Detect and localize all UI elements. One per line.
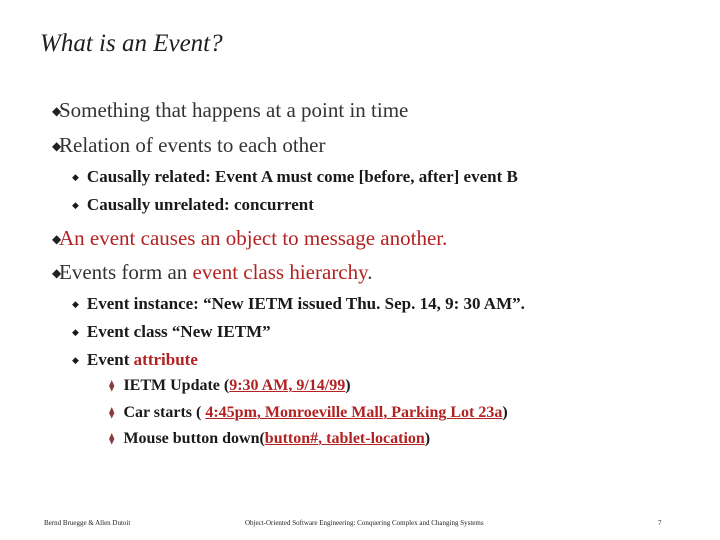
tiny-diamond-bullet-icon: ⧫ [109, 433, 115, 445]
bullet-text-suffix: . [367, 260, 373, 284]
slide-title: What is an Event? [40, 30, 223, 57]
highlight-attribute: attribute [133, 350, 198, 369]
footer-course: Object-Oriented Software Engineering: Conquering Complex and Changing Systems [245, 519, 484, 527]
sub-bullet-text: Event class “New IETM” [86, 322, 271, 341]
bullet-text: Something that happens at a point in time [59, 98, 409, 122]
diamond-bullet-icon: ◆ [52, 232, 62, 246]
footer-authors: Bernd Bruegge & Allen Dutoit [44, 519, 131, 527]
small-diamond-bullet-icon: ◆ [72, 299, 79, 309]
sub-bullet-text: Causally unrelated: concurrent [86, 195, 314, 214]
item-text-prefix: IETM Update ( [123, 377, 230, 394]
bullet-text [59, 262, 373, 283]
highlight-ietm-time: 9:30 AM, 9/14/99 [229, 377, 346, 394]
item-text-suffix: ) [345, 377, 351, 394]
highlight-event-class-hierarchy: event class hierarchy [192, 260, 368, 284]
bullet-text: An event causes an object to message another. [59, 226, 448, 250]
diamond-bullet-icon: ◆ [52, 139, 62, 153]
item-text-suffix: ) [502, 404, 508, 421]
sub-bullet-text: Event instance: “New IETM issued Thu. Sep. 14, 9: 30 AM”. [86, 294, 525, 313]
item-mouse-button-down [109, 431, 430, 447]
item-text-prefix: Mouse button down( [123, 430, 265, 447]
item-text-suffix: ) [424, 430, 431, 447]
small-diamond-bullet-icon: ◆ [72, 200, 79, 210]
sub-bullet-causally-related [72, 168, 518, 185]
sub-bullet-causally-unrelated [72, 196, 314, 213]
tiny-diamond-bullet-icon: ⧫ [109, 407, 115, 419]
highlight-mouse-params: button#, tablet-location [264, 430, 425, 447]
footer-page-number: 7 [658, 519, 662, 527]
tiny-diamond-bullet-icon: ⧫ [109, 380, 115, 392]
sub-bullet-event-class [72, 323, 271, 340]
sub-bullet-event-instance [72, 295, 525, 312]
diamond-bullet-icon: ◆ [52, 104, 62, 118]
sub-bullet-event-attribute [72, 351, 198, 368]
small-diamond-bullet-icon: ◆ [72, 355, 79, 365]
item-car-starts [109, 405, 508, 421]
small-diamond-bullet-icon: ◆ [72, 327, 79, 337]
bullet-text-prefix: Events form an [59, 260, 193, 284]
small-diamond-bullet-icon: ◆ [72, 172, 79, 182]
sub-bullet-text-prefix: Event [86, 350, 134, 369]
highlight-car-details: 4:45pm, Monroeville Mall, Parking Lot 23a [205, 404, 503, 421]
item-ietm-update [109, 378, 351, 394]
diamond-bullet-icon: ◆ [52, 266, 62, 280]
sub-bullet-text: Causally related: Event A must come [before, after] event B [86, 167, 518, 186]
bullet-text: Relation of events to each other [59, 133, 326, 157]
item-text-prefix: Car starts ( [123, 404, 206, 421]
